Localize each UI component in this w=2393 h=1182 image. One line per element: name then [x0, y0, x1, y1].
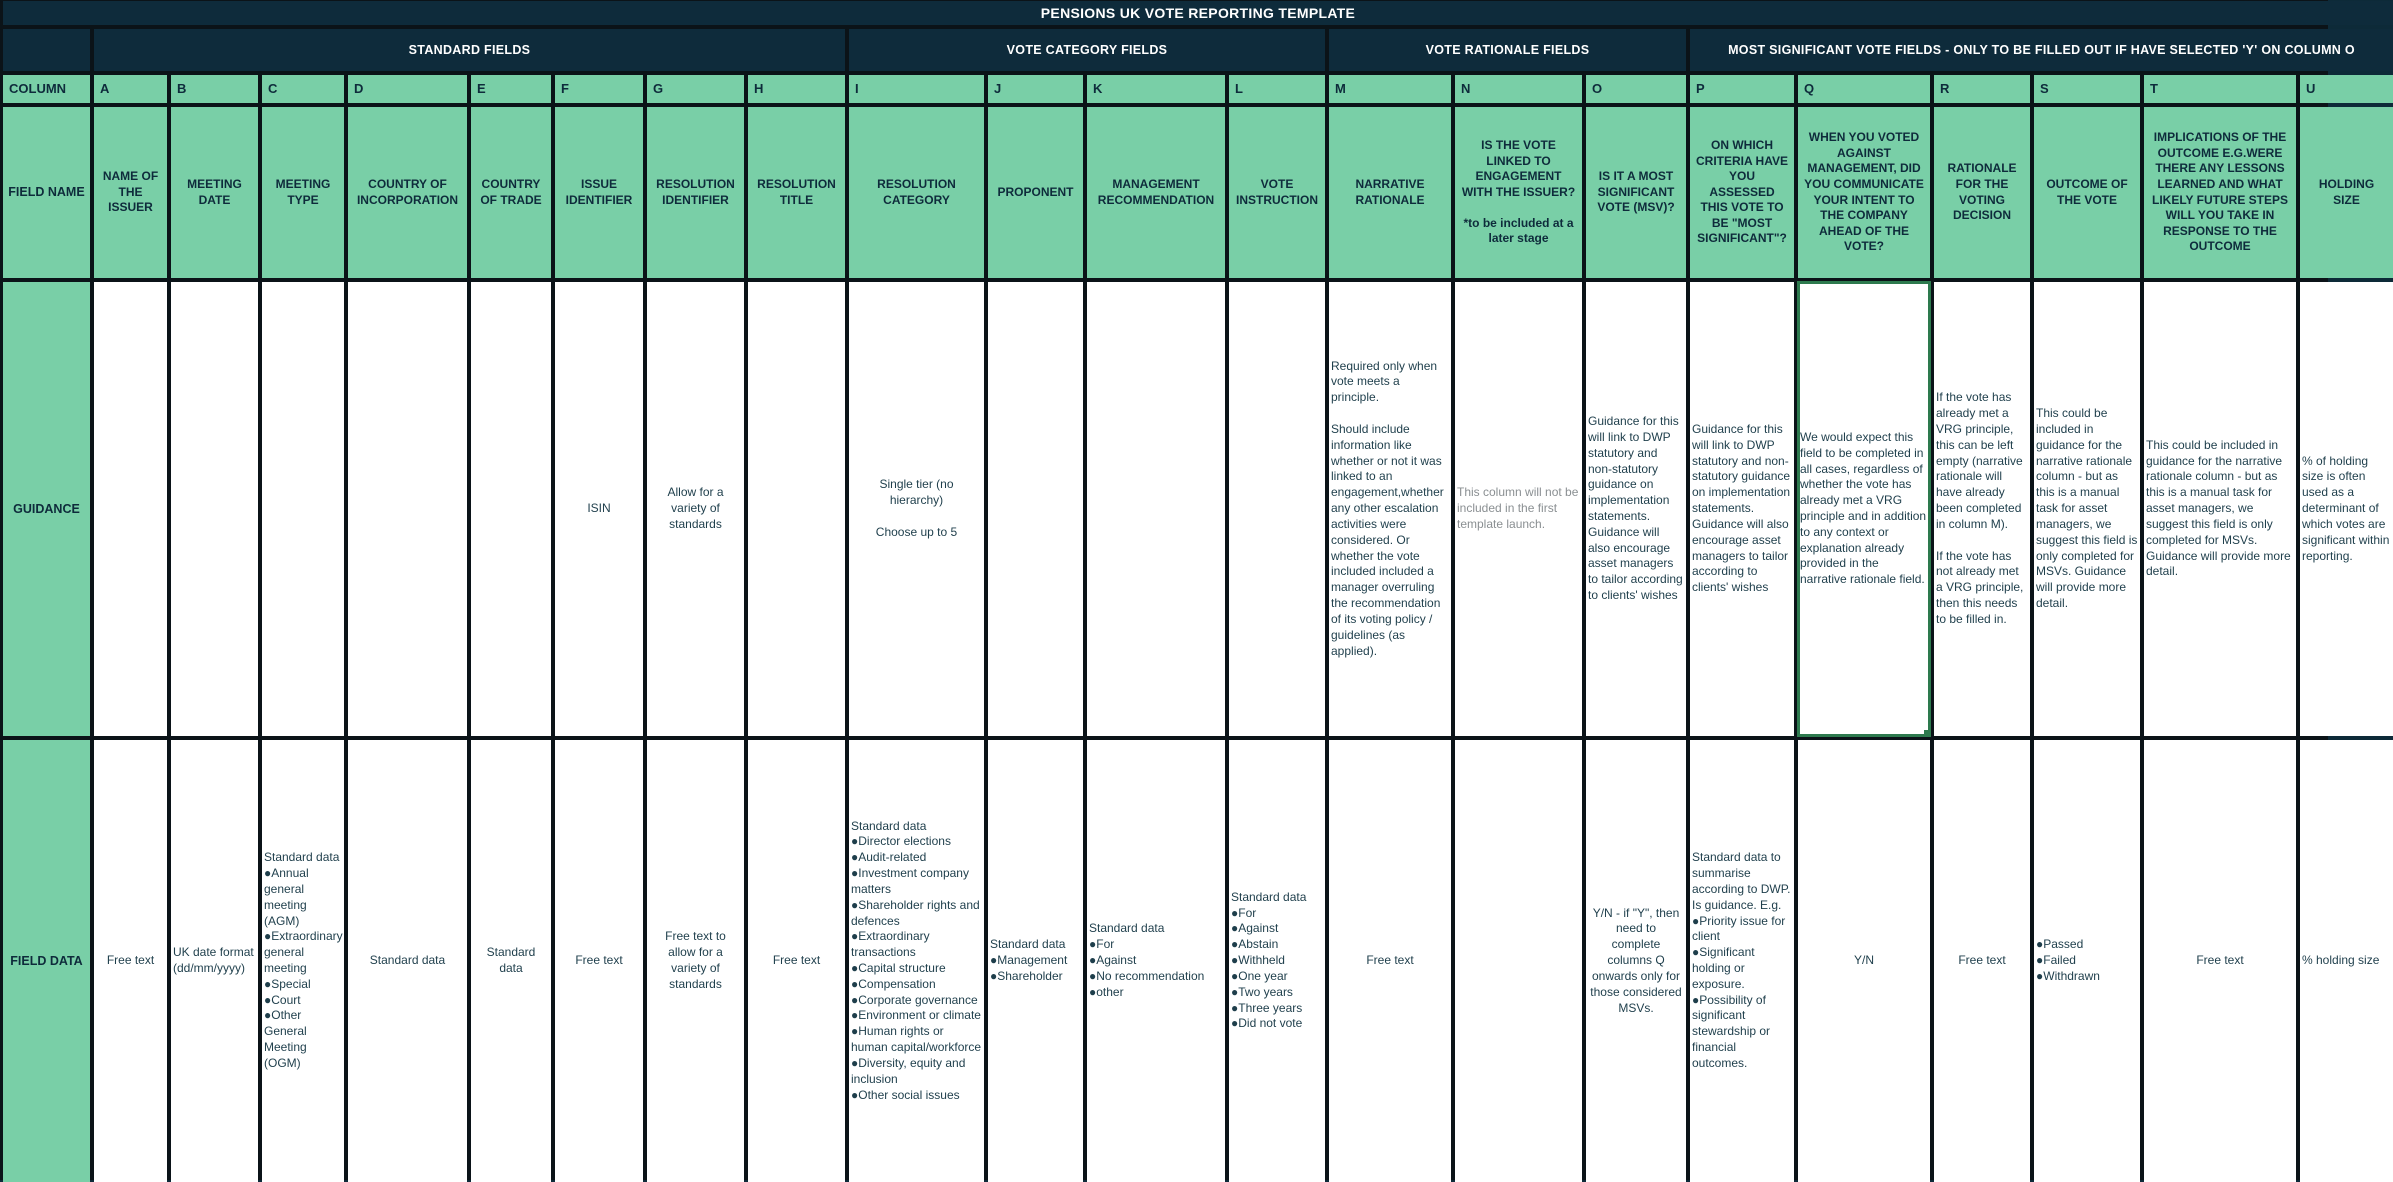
column-letter-h[interactable]: H — [748, 75, 845, 103]
column-letter-j[interactable]: J — [988, 75, 1083, 103]
field-data-cell-h[interactable]: Free text — [748, 740, 845, 1182]
guidance-cell-j[interactable] — [988, 282, 1083, 736]
column-letter-t[interactable]: T — [2144, 75, 2296, 103]
guidance-cell-o[interactable]: Guidance for this will link to DWP statutory and non-statutory guidance on implementation statements. Guidance will also encourage asset managers to tailor according to clients' wishes — [1586, 282, 1686, 736]
group-header-blank[interactable] — [3, 29, 90, 71]
guidance-cell-n[interactable]: This column will not be included in the first template launch. — [1455, 282, 1582, 736]
field-data-cell-m[interactable]: Free text — [1329, 740, 1451, 1182]
field-data-cell-p[interactable]: Standard data to summarise according to DWP. Is guidance. E.g. ●Priority issue for client ●Significant holding or exposure. ●Possibility of significant stewardship or financial outcomes. — [1690, 740, 1794, 1182]
field-data-cell-e[interactable]: Standard data — [471, 740, 551, 1182]
column-letter-l[interactable]: L — [1229, 75, 1325, 103]
column-letter-u[interactable]: U — [2300, 75, 2393, 103]
column-letter-r[interactable]: R — [1934, 75, 2030, 103]
group-header-vote-rationale[interactable]: VOTE RATIONALE FIELDS — [1329, 29, 1686, 71]
guidance-cell-c[interactable] — [262, 282, 344, 736]
field-name-s[interactable]: OUTCOME OF THE VOTE — [2034, 107, 2140, 278]
field-data-cell-i[interactable]: Standard data ●Director elections ●Audit-related ●Investment company matters ●Shareholder rights and defences ●Extraordinary transactions ●Capital structure ●Compensation ●Corporate governance ●Environment or climate ●Human rights or human capital/workforce ●Diversity, equity and inclusion ●Other social issues — [849, 740, 984, 1182]
guidance-cell-h[interactable] — [748, 282, 845, 736]
guidance-cell-f[interactable]: ISIN — [555, 282, 643, 736]
column-letter-s[interactable]: S — [2034, 75, 2140, 103]
guidance-cell-i[interactable]: Single tier (no hierarchy) Choose up to 5 — [849, 282, 984, 736]
guidance-text-q: We would expect this field to be completed in all cases, regardless of whether the vote has already met a VRG principle and in addition to any context or explanation already provided in the narrative rationale field. — [1800, 429, 1927, 587]
field-name-u[interactable]: HOLDING SIZE — [2300, 107, 2393, 278]
column-letter-n[interactable]: N — [1455, 75, 1582, 103]
field-data-cell-a[interactable]: Free text — [94, 740, 167, 1182]
field-data-cell-b[interactable]: UK date format (dd/mm/yyyy) — [171, 740, 258, 1182]
field-name-f[interactable]: ISSUE IDENTIFIER — [555, 107, 643, 278]
column-letter-e[interactable]: E — [471, 75, 551, 103]
field-name-m[interactable]: NARRATIVE RATIONALE — [1329, 107, 1451, 278]
field-data-cell-q[interactable]: Y/N — [1798, 740, 1930, 1182]
field-data-cell-u[interactable]: % holding size — [2300, 740, 2393, 1182]
field-name-t[interactable]: IMPLICATIONS OF THE OUTCOME E.G.WERE THERE ANY LESSONS LEARNED AND WHAT LIKELY FUTURE STEPS WILL YOU TAKE IN RESPONSE TO THE OUTCOME — [2144, 107, 2296, 278]
field-data-cell-s[interactable]: ●Passed ●Failed ●Withdrawn — [2034, 740, 2140, 1182]
field-name-q[interactable]: WHEN YOU VOTED AGAINST MANAGEMENT, DID YOU COMMUNICATE YOUR INTENT TO THE COMPANY AHEAD OF THE VOTE? — [1798, 107, 1930, 278]
column-letter-k[interactable]: K — [1087, 75, 1225, 103]
guidance-cell-d[interactable] — [348, 282, 467, 736]
field-name-g[interactable]: RESOLUTION IDENTIFIER — [647, 107, 744, 278]
column-letter-a[interactable]: A — [94, 75, 167, 103]
guidance-cell-t[interactable]: This could be included in guidance for the narrative rationale column - but as this is a manual task for asset managers, we suggest this field is only completed for MSVs. Guidance will provide more detail. — [2144, 282, 2296, 736]
column-letter-p[interactable]: P — [1690, 75, 1794, 103]
guidance-cell-l[interactable] — [1229, 282, 1325, 736]
fill-handle[interactable] — [1924, 730, 1931, 737]
field-data-cell-l[interactable]: Standard data ●For ●Against ●Abstain ●Withheld ●One year ●Two years ●Three years ●Did not vote — [1229, 740, 1325, 1182]
row-label-field-data[interactable]: FIELD DATA — [3, 740, 90, 1182]
column-letter-m[interactable]: M — [1329, 75, 1451, 103]
field-name-n[interactable]: IS THE VOTE LINKED TO ENGAGEMENT WITH THE ISSUER? *to be included at a later stage — [1455, 107, 1582, 278]
field-name-j[interactable]: PROPONENT — [988, 107, 1083, 278]
group-header-msv[interactable]: MOST SIGNIFICANT VOTE FIELDS - ONLY TO BE FILLED OUT IF HAVE SELECTED 'Y' ON COLUMN O — [1690, 29, 2393, 71]
field-name-h[interactable]: RESOLUTION TITLE — [748, 107, 845, 278]
guidance-cell-r[interactable]: If the vote has already met a VRG principle, this can be left empty (narrative rationale will have already been completed in column M). If the vote has not already met a VRG principle, then this needs to be filled in. — [1934, 282, 2030, 736]
guidance-cell-p[interactable]: Guidance for this will link to DWP statutory and non-statutory guidance on implementation statements. Guidance will also encourage asset managers to tailor according to clients' wishes — [1690, 282, 1794, 736]
guidance-cell-b[interactable] — [171, 282, 258, 736]
guidance-cell-u[interactable]: % of holding size is often used as a determinant of which votes are significant within reporting. — [2300, 282, 2393, 736]
column-letter-d[interactable]: D — [348, 75, 467, 103]
field-name-i[interactable]: RESOLUTION CATEGORY — [849, 107, 984, 278]
field-data-cell-k[interactable]: Standard data ●For ●Against ●No recommendation ●other — [1087, 740, 1225, 1182]
sheet-title[interactable]: PENSIONS UK VOTE REPORTING TEMPLATE — [3, 1, 2393, 25]
column-letter-o[interactable]: O — [1586, 75, 1686, 103]
field-name-e[interactable]: COUNTRY OF TRADE — [471, 107, 551, 278]
field-name-r[interactable]: RATIONALE FOR THE VOTING DECISION — [1934, 107, 2030, 278]
field-data-cell-c[interactable]: Standard data ●Annual general meeting (AGM) ●Extraordinary general meeting ●Special ●Court ●Other General Meeting (OGM) — [262, 740, 344, 1182]
row-label-guidance[interactable]: GUIDANCE — [3, 282, 90, 736]
field-data-cell-d[interactable]: Standard data — [348, 740, 467, 1182]
guidance-cell-e[interactable] — [471, 282, 551, 736]
column-letter-b[interactable]: B — [171, 75, 258, 103]
field-name-l[interactable]: VOTE INSTRUCTION — [1229, 107, 1325, 278]
guidance-cell-q[interactable] — [1798, 282, 1930, 736]
field-data-cell-j[interactable]: Standard data ●Management ●Shareholder — [988, 740, 1083, 1182]
field-name-p[interactable]: ON WHICH CRITERIA HAVE YOU ASSESSED THIS VOTE TO BE "MOST SIGNIFICANT"? — [1690, 107, 1794, 278]
field-data-cell-g[interactable]: Free text to allow for a variety of standards — [647, 740, 744, 1182]
field-name-k[interactable]: MANAGEMENT RECOMMENDATION — [1087, 107, 1225, 278]
column-letter-g[interactable]: G — [647, 75, 744, 103]
field-name-o[interactable]: IS IT A MOST SIGNIFICANT VOTE (MSV)? — [1586, 107, 1686, 278]
field-data-cell-o[interactable]: Y/N - if "Y", then need to complete columns Q onwards only for those considered MSVs. — [1586, 740, 1686, 1182]
field-data-cell-f[interactable]: Free text — [555, 740, 643, 1182]
column-letter-i[interactable]: I — [849, 75, 984, 103]
column-letter-f[interactable]: F — [555, 75, 643, 103]
column-letter-c[interactable]: C — [262, 75, 344, 103]
guidance-cell-k[interactable] — [1087, 282, 1225, 736]
field-name-a[interactable]: NAME OF THE ISSUER — [94, 107, 167, 278]
group-header-vote-category[interactable]: VOTE CATEGORY FIELDS — [849, 29, 1325, 71]
row-label-column[interactable]: COLUMN — [3, 75, 90, 103]
guidance-cell-a[interactable] — [94, 282, 167, 736]
column-letter-q[interactable]: Q — [1798, 75, 1930, 103]
field-data-cell-t[interactable]: Free text — [2144, 740, 2296, 1182]
field-name-b[interactable]: MEETING DATE — [171, 107, 258, 278]
field-data-cell-n[interactable] — [1455, 740, 1582, 1182]
guidance-cell-s[interactable]: This could be included in guidance for the narrative rationale column - but as this is a manual task for asset managers, we suggest this field is only completed for MSVs. Guidance will provide more detail. — [2034, 282, 2140, 736]
guidance-cell-g[interactable]: Allow for a variety of standards — [647, 282, 744, 736]
guidance-cell-m[interactable]: Required only when vote meets a principle. Should include information like whether or not it was linked to an engagement,whether any other escalation activities were considered. Or whether the vote included included a manager overruling the recommendation of its voting policy / guidelines (as applied). — [1329, 282, 1451, 736]
field-data-cell-r[interactable]: Free text — [1934, 740, 2030, 1182]
field-name-d[interactable]: COUNTRY OF INCORPORATION — [348, 107, 467, 278]
row-label-field-name[interactable]: FIELD NAME — [3, 107, 90, 278]
field-name-c[interactable]: MEETING TYPE — [262, 107, 344, 278]
group-header-standard[interactable]: STANDARD FIELDS — [94, 29, 845, 71]
